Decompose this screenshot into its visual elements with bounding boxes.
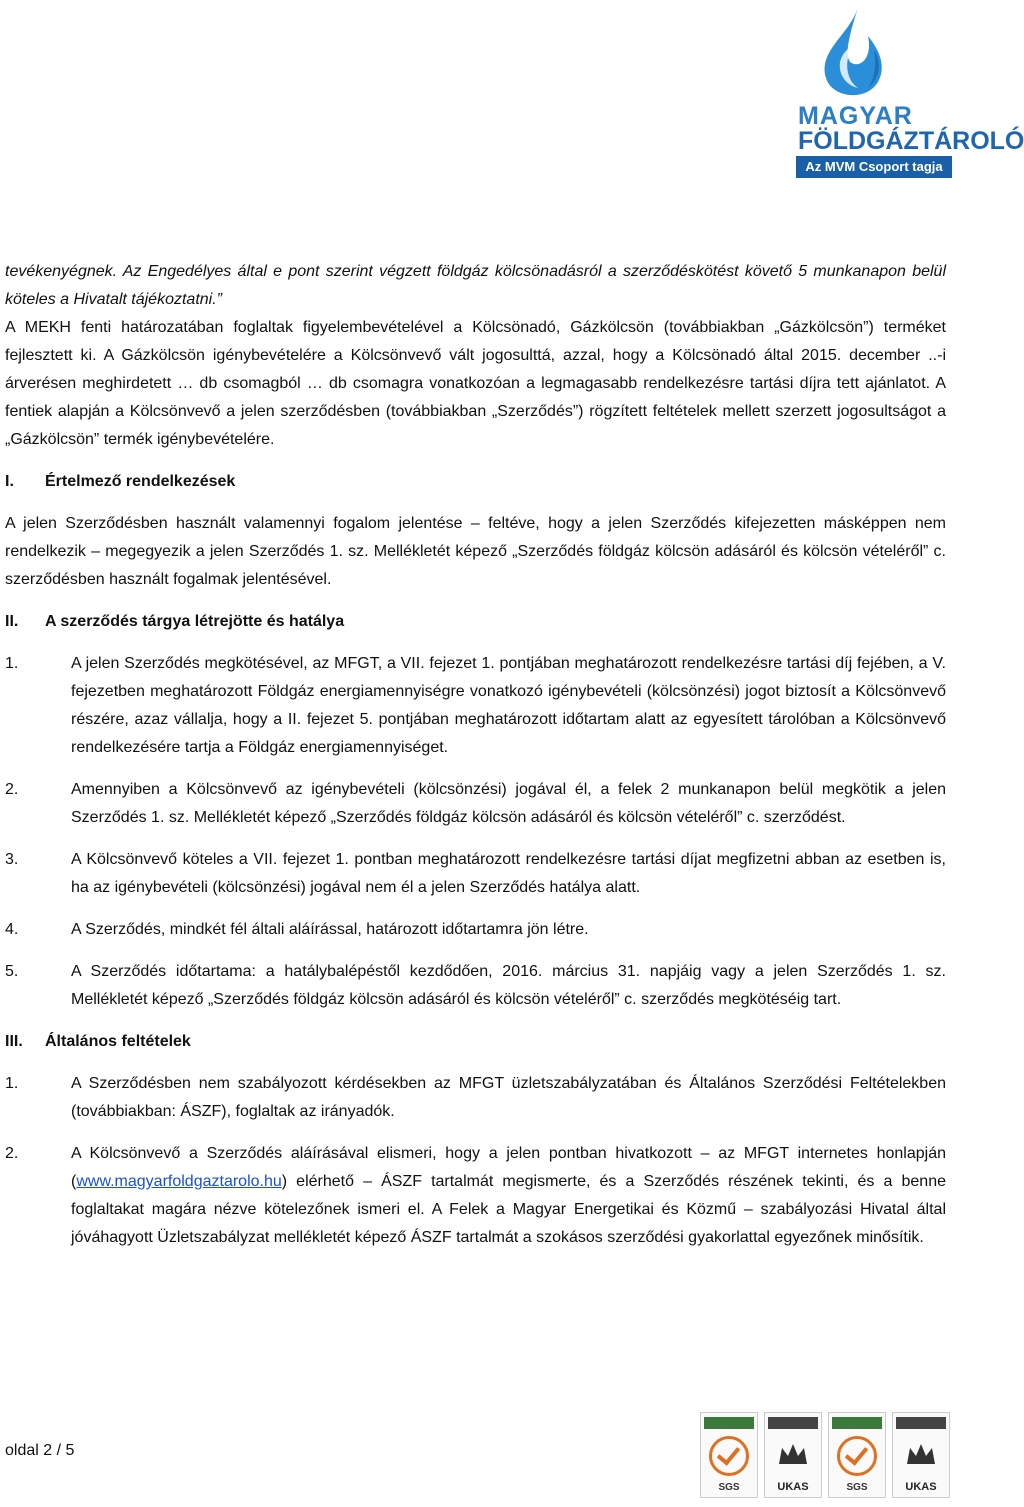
intro-paragraph: A MEKH fenti határozatában foglaltak figyelembevételével a Kölcsönadó, Gázkölcsön (továbbiakban „Gázkölcsön”) terméket fejlesztett ki. A Gázkölcsön igénybevételére a Kölcsönvevő vált jogosulttá, azzal, hogy a Kölcsönadó által 2015. december ..-i árverésen meghirdetett … db csomagból … db csomagra vonatkozóan a legmagasabb rendelkezésre tartási díjra tett ajánlatot. A fentiek alapján a Kölcsönvevő a jelen szerződésben (továbbiakban „Szerződés”) rögzített feltételek mellett szerzett jogosultságot a „Gázkölcsön” termék igénybevételére. <box>5 319 946 448</box>
item-number: 4. <box>5 921 19 938</box>
sgs-certification-icon <box>700 1412 758 1498</box>
item-text: A Szerződés időtartama: a hatálybalépéstől kezdődően, 2016. március 31. napjáig vagy a jelen Szerződés 1. sz. Mellékletét képező „Szerződés földgáz kölcsön adásáról és kölcsön vételéről” c. szerződés megkötéséig tart. <box>71 963 946 1008</box>
ukas-crown-icon <box>892 1412 950 1498</box>
item-text: A Kölcsönvevő köteles a VII. fejezet 1. pontban meghatározott rendelkezésre tartási díjat megfizetni abban az esetben is, ha az igénybevételi (kölcsönzési) jogával nem él a jelen Szerződés hatálya alatt. <box>71 851 946 896</box>
ukas-crown-icon <box>764 1412 822 1498</box>
logo-line2: FÖLDGÁZTÁROLÓ <box>798 127 1024 155</box>
crown-icon <box>904 1440 938 1470</box>
sgs-certification-icon <box>828 1412 886 1498</box>
website-link[interactable]: www.magyarfoldgaztarolo.hu <box>76 1173 282 1190</box>
section-paragraph: A jelen Szerződésben használt valamennyi fogalom jelentése – feltéve, hogy a jelen Szerződés kifejezetten másképpen nem rendelkezik – megegyezik a jelen Szerződés 1. sz. Mellékletét képező „Szerződés földgáz kölcsön adásáról és kölcsön vételéről” c. szerződésben használt fogalmak jelentésével. <box>5 515 946 588</box>
item-text-before: A Kölcsönvevő a Szerződés aláírásával elismeri, hogy a jelen pontban hivatkozott – az MFGT internetes honlapján ( <box>71 1145 946 1190</box>
section-number: III. <box>5 1033 23 1050</box>
item-text <box>71 1140 946 1252</box>
section-title: A szerződés tárgya létrejötte és hatálya <box>45 613 345 630</box>
section-heading <box>5 468 946 496</box>
logo-line1: MAGYAR <box>798 102 913 130</box>
item-number: 5. <box>5 963 19 980</box>
cert-label: SGS <box>846 1482 868 1493</box>
item-text: A jelen Szerződés megkötésével, az MFGT, a VII. fejezet 1. pontjában meghatározott rendelkezésre tartási díj fejében, a V. fejezetben meghatározott Földgáz energiamennyiségre vonatkozó igénybevételi (kölcsönzési) jogot biztosít a Kölcsönvevő részére, azaz vállalja, hogy a II. fejezet 5. pontjában meghatározott időtartam alatt az egyesített tárolóban a Kölcsönvevő rendelkezésére tartja a Földgáz energiamennyiséget. <box>71 655 946 756</box>
cert-label: SGS <box>718 1482 740 1493</box>
list-item <box>5 846 946 902</box>
intro-italic-paragraph: tevékenyégnek. Az Engedélyes által e pont szerint végzett földgáz kölcsönadásról a szerződéskötést követő 5 munkanapon belül köteles a Hivatalt tájékoztatni.” <box>5 263 946 308</box>
cert-label: UKAS <box>905 1481 937 1493</box>
item-text: Amennyiben a Kölcsönvevő az igénybevételi (kölcsönzési) jogával él, a felek 2 munkanapon belül megkötik a jelen Szerződés 1. sz. Mellékletét képező „Szerződés földgáz kölcsön adásáról és kölcsön vételéről” c. szerződést. <box>71 781 946 826</box>
logo-tagline: Az MVM Csoport tagja <box>796 156 952 178</box>
item-number: 2. <box>5 781 19 798</box>
page-number: oldal 2 / 5 <box>5 1442 75 1459</box>
item-number: 1. <box>5 1075 19 1092</box>
list-item <box>5 1140 946 1252</box>
section-heading <box>5 1028 946 1056</box>
crown-icon <box>776 1440 810 1470</box>
section-title: Általános feltételek <box>45 1033 191 1050</box>
section-title: Értelmező rendelkezések <box>45 473 236 490</box>
item-number: 2. <box>5 1145 19 1162</box>
document-body <box>5 258 946 1266</box>
section-number: I. <box>5 473 14 490</box>
cert-label: UKAS <box>777 1481 809 1493</box>
item-number: 1. <box>5 655 19 672</box>
company-logo <box>742 6 1024 174</box>
item-number: 3. <box>5 851 19 868</box>
list-item <box>5 1070 946 1126</box>
item-text: A Szerződésben nem szabályozott kérdésekben az MFGT üzletszabályzatában és Általános Szerződési Feltételekben (továbbiakban: ÁSZF), foglaltak az irányadók. <box>71 1075 946 1120</box>
gas-flame-drop-icon <box>788 6 898 106</box>
list-item <box>5 650 946 762</box>
section-number: II. <box>5 613 19 630</box>
list-item <box>5 958 946 1014</box>
item-text: A Szerződés, mindkét fél általi aláírással, határozott időtartamra jön létre. <box>71 921 589 938</box>
list-item <box>5 776 946 832</box>
section-heading <box>5 608 946 636</box>
item-text-after: ) elérhető – ÁSZF tartalmát megismerte, és a Szerződés részének tekinti, és a benne foglaltakat magára nézve kötelezőnek ismeri el. A Felek a Magyar Energetikai és Közmű – szabályozási Hivatal által jóváhagyott Üzletszabályzat mellékletét képező ÁSZF tartalmát a szokásos szerződési gyakorlattal egyezőnek minősítik. <box>71 1173 946 1246</box>
certification-logos <box>700 1412 950 1498</box>
list-item <box>5 916 946 944</box>
